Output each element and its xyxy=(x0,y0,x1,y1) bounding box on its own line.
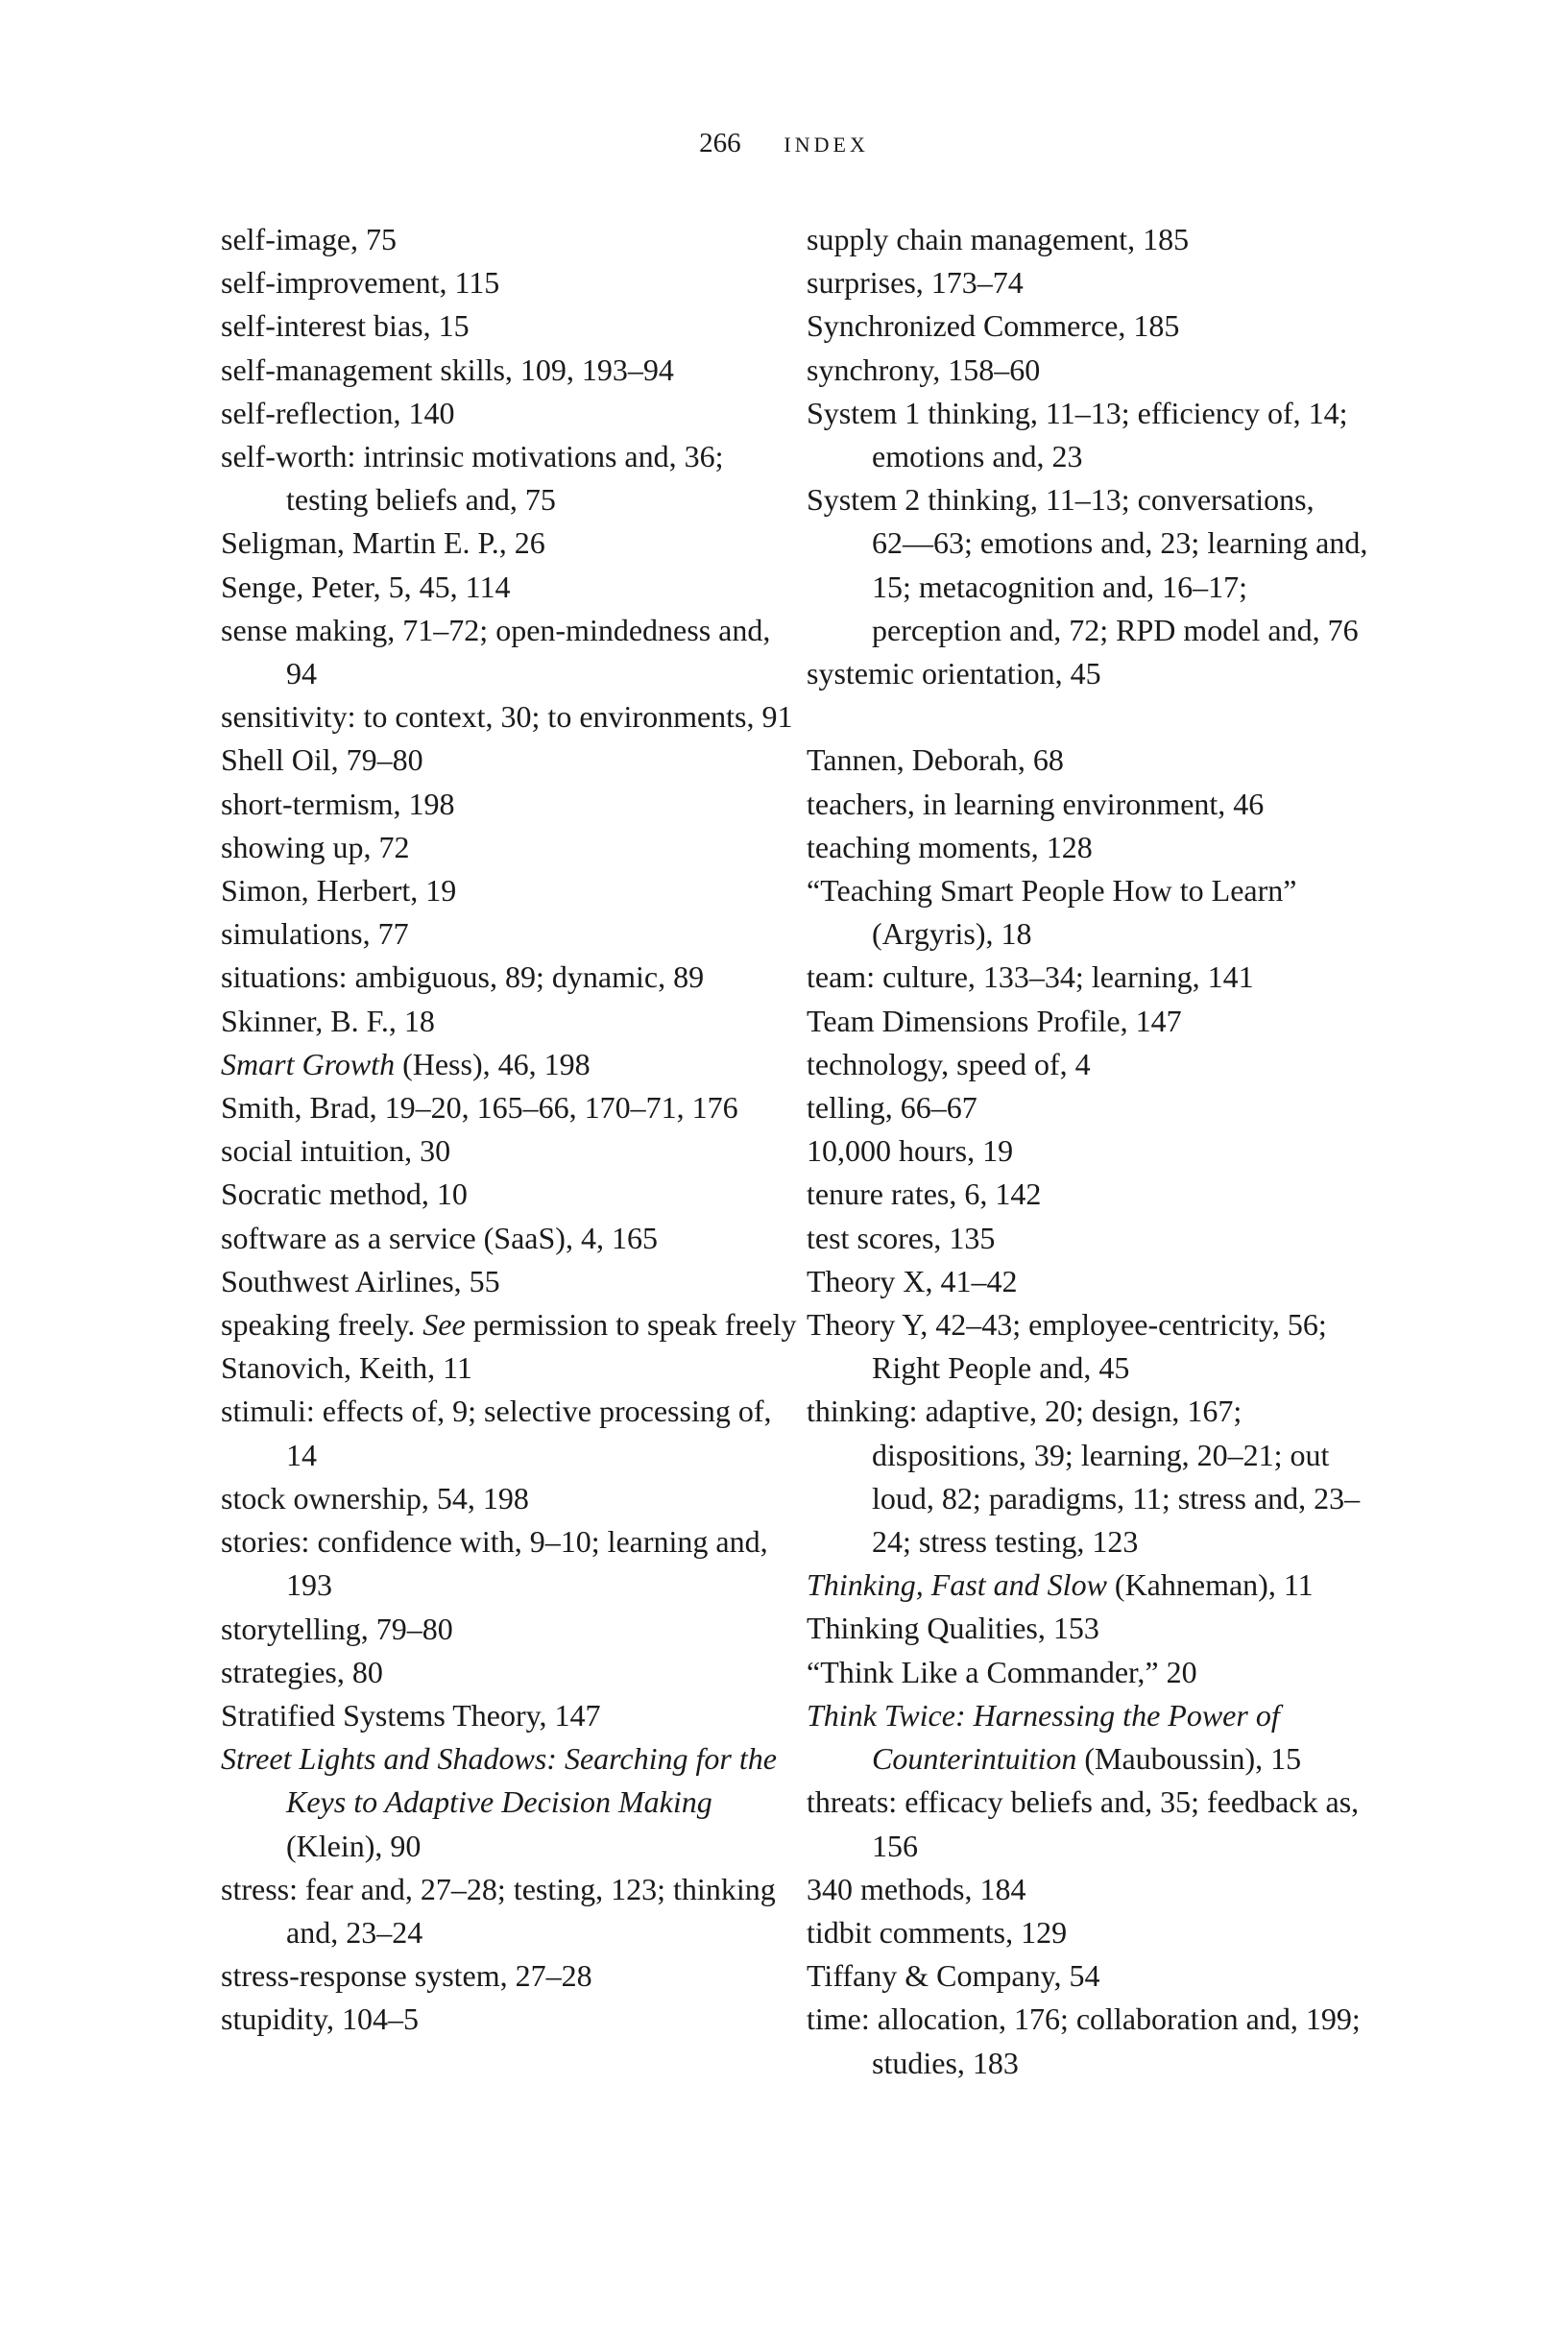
index-entry-text: 340 methods, 184 xyxy=(807,1871,1026,1906)
index-entry xyxy=(807,1043,1383,1086)
index-entry-text: Smith, Brad, 19–20, 165–66, 170–71, 176 xyxy=(221,1090,738,1126)
index-entry-text: sensitivity: to context, 30; to environments, 91 xyxy=(221,699,793,735)
index-entry xyxy=(221,218,797,261)
index-entry-text: stories: confidence with, 9–10; learning and, 193 xyxy=(221,1524,768,1603)
index-entry xyxy=(221,1173,797,1216)
index-entry xyxy=(807,1607,1383,1650)
index-entry xyxy=(221,695,797,739)
index-entry xyxy=(221,261,797,304)
index-entry-text: sense making, 71–72; open-mindedness and, 94 xyxy=(221,612,771,691)
index-entry-text: short-termism, 198 xyxy=(221,786,455,821)
index-entry-text: time: allocation, 176; collaboration and, 199; studies, 183 xyxy=(807,2001,1361,2080)
index-entry-text: Theory Y, 42–43; employee-centricity, 56; Right People and, 45 xyxy=(807,1307,1327,1386)
index-entry xyxy=(221,1303,797,1346)
index-entry-text: Stanovich, Keith, 11 xyxy=(221,1350,472,1386)
index-entry-text: self-reflection, 140 xyxy=(221,395,455,430)
index-entry xyxy=(807,1998,1383,2084)
index-entry xyxy=(807,1303,1383,1390)
index-entry-text: Socratic method, 10 xyxy=(221,1176,468,1212)
index-entry-text: team: culture, 133–34; learning, 141 xyxy=(807,959,1254,995)
index-entry-text: test scores, 135 xyxy=(807,1220,996,1255)
index-entry-text: (Hess), 46, 198 xyxy=(395,1046,591,1081)
index-entry xyxy=(807,349,1383,392)
index-entry xyxy=(221,869,797,912)
index-entry xyxy=(807,261,1383,304)
index-entry xyxy=(807,1868,1383,1911)
index-entry xyxy=(807,1694,1383,1781)
index-column-right xyxy=(807,218,1383,2085)
index-entry xyxy=(807,1173,1383,1216)
index-entry xyxy=(221,1477,797,1520)
index-entry xyxy=(221,1043,797,1086)
index-entry-text: telling, 66–67 xyxy=(807,1090,977,1126)
index-entry-text: Thinking Qualities, 153 xyxy=(807,1611,1099,1646)
index-entry xyxy=(221,1608,797,1651)
index-entry xyxy=(221,349,797,392)
index-entry-text: speaking freely. xyxy=(221,1307,423,1343)
index-entry xyxy=(221,1737,797,1868)
index-entry-text: surprises, 173–74 xyxy=(807,265,1024,301)
index-entry-text: self-improvement, 115 xyxy=(221,265,500,301)
index-entry xyxy=(221,1520,797,1607)
index-entry-text: strategies, 80 xyxy=(221,1654,383,1689)
index-entry xyxy=(221,1651,797,1694)
index-entry xyxy=(807,478,1383,652)
index-entry-title: Think Twice: Harnessing the Power of Counterintuition xyxy=(807,1697,1280,1777)
index-entry-text: Tannen, Deborah, 68 xyxy=(807,742,1064,778)
index-entry-text: self-management skills, 109, 193–94 xyxy=(221,352,674,387)
index-entry-text: permission to speak freely xyxy=(465,1307,797,1343)
index-entry-text: self-interest bias, 15 xyxy=(221,308,470,344)
index-entry xyxy=(221,1260,797,1303)
index-entry xyxy=(221,435,797,521)
index-entry xyxy=(221,392,797,435)
index-entry-text: System 2 thinking, 11–13; conversations, 62––63; emotions and, 23; learning and, 15; metacognition and, 16–17; perception and, 72; RPD model and, 76 xyxy=(807,482,1368,647)
index-entry-text: Simon, Herbert, 19 xyxy=(221,873,457,909)
index-entry-title: Smart Growth xyxy=(221,1046,396,1081)
index-entry-title: Street Lights and Shadows: Searching for the Keys to Adaptive Decision Making xyxy=(221,1741,777,1820)
index-entry-text: System 1 thinking, 11–13; efficiency of, 14; emotions and, 23 xyxy=(807,395,1348,474)
index-entry xyxy=(221,609,797,695)
index-entry-text: supply chain management, 185 xyxy=(807,222,1190,256)
index-entry-text: thinking: adaptive, 20; design, 167; dispositions, 39; learning, 20–21; out loud, 82; paradigms, 11; stress and, 23–24; stress testing, 123 xyxy=(807,1394,1361,1560)
running-head xyxy=(0,128,1568,160)
index-entry-text: teachers, in learning environment, 46 xyxy=(807,786,1265,821)
index-entry-text: Stratified Systems Theory, 147 xyxy=(221,1697,601,1733)
index-entry xyxy=(221,521,797,565)
index-entry xyxy=(221,912,797,956)
index-entry xyxy=(807,1000,1383,1043)
index-entry-text: technology, speed of, 4 xyxy=(807,1046,1091,1081)
index-entry xyxy=(807,652,1383,695)
index-entry-text: Seligman, Martin E. P., 26 xyxy=(221,525,545,561)
index-entry-text: “Teaching Smart People How to Learn” (Argyris), 18 xyxy=(807,873,1297,952)
index-entry xyxy=(807,1217,1383,1260)
index-entry xyxy=(807,783,1383,826)
page-number: 266 xyxy=(699,128,741,158)
section-title: INDEX xyxy=(784,133,869,157)
index-entry xyxy=(807,826,1383,869)
index-entry-text: showing up, 72 xyxy=(221,829,410,864)
index-entry xyxy=(807,1390,1383,1564)
index-entry-text: 10,000 hours, 19 xyxy=(807,1133,1014,1169)
index-entry-text: Tiffany & Company, 54 xyxy=(807,1958,1100,1994)
index-entry-text: “Think Like a Commander,” 20 xyxy=(807,1654,1197,1689)
index-entry xyxy=(221,1868,797,1954)
index-entry-text: stupidity, 104–5 xyxy=(221,2001,419,2037)
index-entry xyxy=(807,956,1383,999)
index-entry xyxy=(221,956,797,999)
index-entry-text: tenure rates, 6, 142 xyxy=(807,1176,1042,1212)
index-entry-text: systemic orientation, 45 xyxy=(807,656,1101,691)
index-entry xyxy=(221,1217,797,1260)
index-entry-text: stimuli: effects of, 9; selective processing of, 14 xyxy=(221,1394,772,1472)
index-entry xyxy=(221,1129,797,1173)
index-entry-text: Skinner, B. F., 18 xyxy=(221,1003,435,1038)
index-entry xyxy=(221,826,797,869)
index-entry xyxy=(807,1651,1383,1694)
index-entry xyxy=(807,1129,1383,1173)
index-entry-text: Theory X, 41–42 xyxy=(807,1263,1018,1298)
index-entry-text: social intuition, 30 xyxy=(221,1133,451,1169)
index-entry xyxy=(807,739,1383,782)
index-entry xyxy=(807,1260,1383,1303)
index-entry xyxy=(807,1086,1383,1129)
index-entry xyxy=(221,1000,797,1043)
index-entry xyxy=(221,1086,797,1129)
index-entry-text: (Kahneman), 11 xyxy=(1106,1567,1314,1603)
index-entry-text: teaching moments, 128 xyxy=(807,829,1093,864)
index-entry-text: Shell Oil, 79–80 xyxy=(221,742,423,778)
index-entry xyxy=(221,1694,797,1737)
index-entry xyxy=(221,1954,797,1998)
index-entry-text: simulations, 77 xyxy=(221,916,409,952)
index-entry-text: (Klein), 90 xyxy=(286,1828,422,1863)
section-spacer xyxy=(807,695,1383,739)
index-entry-text: (Mauboussin), 15 xyxy=(1076,1741,1302,1777)
index-entry-text: stress-response system, 27–28 xyxy=(221,1958,592,1994)
index-entry-text: stress: fear and, 27–28; testing, 123; thinking and, 23–24 xyxy=(221,1871,776,1950)
index-entry xyxy=(221,304,797,348)
index-entry-text: threats: efficacy beliefs and, 35; feedback as, 156 xyxy=(807,1784,1360,1863)
index-entry-text: self-image, 75 xyxy=(221,222,398,256)
index-entry-title: See xyxy=(422,1307,466,1343)
index-entry xyxy=(221,1998,797,2041)
index-entry-text: synchrony, 158–60 xyxy=(807,352,1041,387)
index-entry-text: software as a service (SaaS), 4, 165 xyxy=(221,1220,658,1255)
index-entry-text: Southwest Airlines, 55 xyxy=(221,1263,500,1298)
index-entry-text: self-worth: intrinsic motivations and, 36; testing beliefs and, 75 xyxy=(221,439,724,518)
index-entry-text: Synchronized Commerce, 185 xyxy=(807,308,1180,344)
index-entry xyxy=(807,1564,1383,1607)
index-entry xyxy=(807,304,1383,348)
index-entry-text: tidbit comments, 129 xyxy=(807,1914,1068,1950)
index-entry-text: Team Dimensions Profile, 147 xyxy=(807,1003,1182,1038)
index-entry xyxy=(221,1390,797,1476)
index-entry xyxy=(807,869,1383,956)
index-entry xyxy=(221,739,797,782)
index-entry-text: Senge, Peter, 5, 45, 114 xyxy=(221,569,511,604)
index-entry-text: stock ownership, 54, 198 xyxy=(221,1480,529,1515)
index-entry xyxy=(807,218,1383,261)
index-entry xyxy=(221,566,797,609)
index-entry xyxy=(807,1911,1383,1954)
index-entry xyxy=(221,783,797,826)
index-entry-text: situations: ambiguous, 89; dynamic, 89 xyxy=(221,959,705,995)
index-entry xyxy=(807,392,1383,478)
index-entry xyxy=(807,1781,1383,1867)
index-entry-text: storytelling, 79–80 xyxy=(221,1611,453,1646)
index-column-left xyxy=(221,218,797,2042)
index-entry xyxy=(807,1954,1383,1998)
index-entry xyxy=(221,1346,797,1390)
index-entry-title: Thinking, Fast and Slow xyxy=(807,1567,1107,1603)
